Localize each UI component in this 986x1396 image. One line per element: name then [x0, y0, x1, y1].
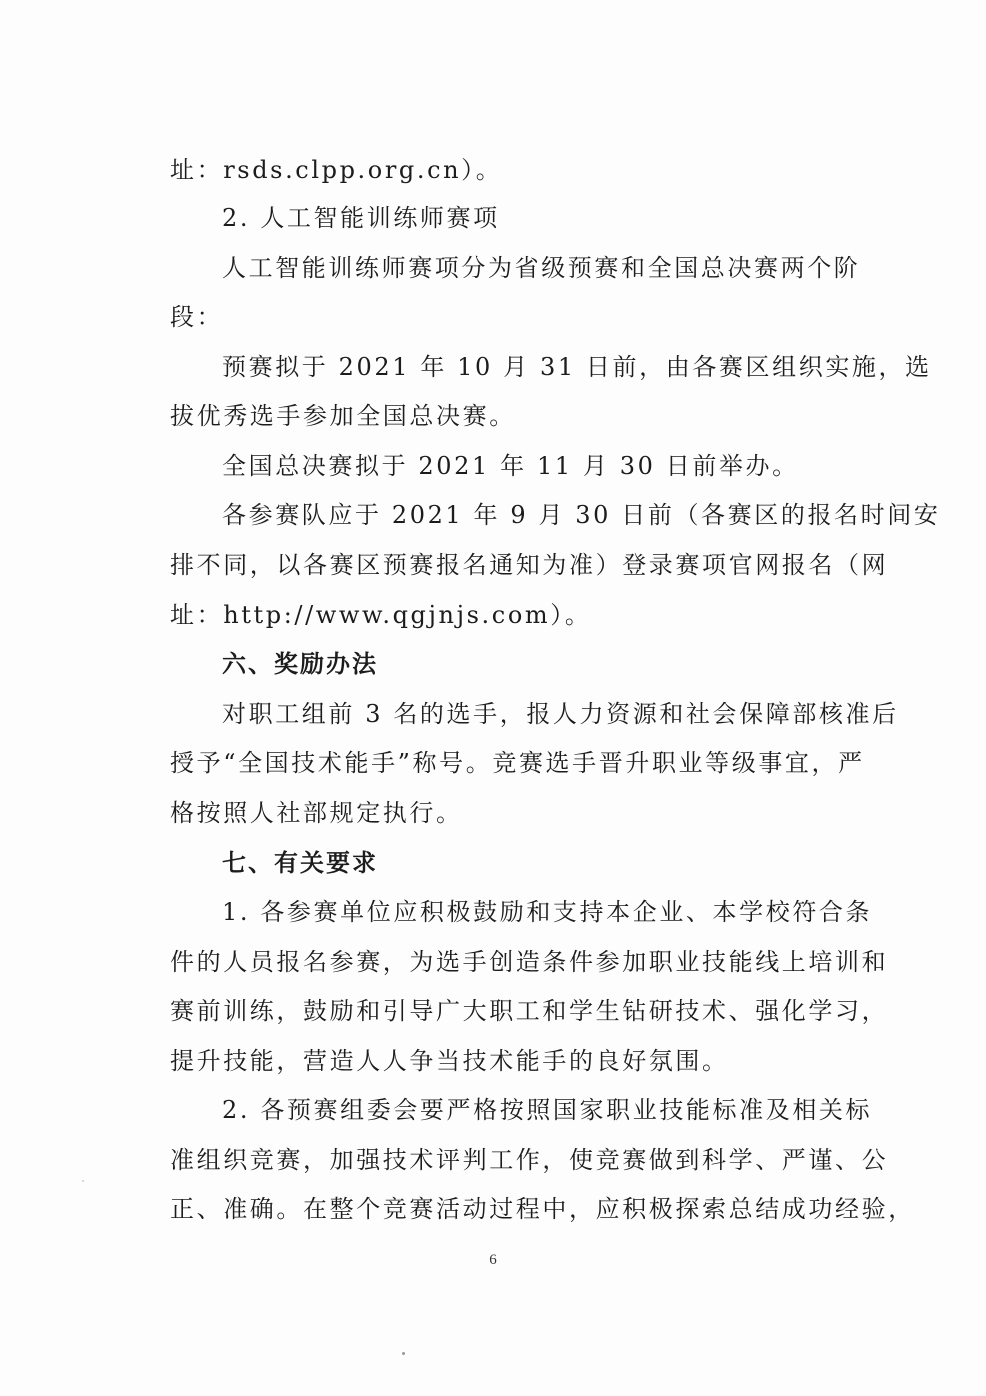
text-line: 预赛拟于 2021 年 10 月 31 日前，由各赛区组织实施，选 [222, 353, 932, 381]
text-line: 各参赛队应于 2021 年 9 月 30 日前（各赛区的报名时间安 [222, 501, 941, 529]
text-line: 址：rsds.clpp.org.cn）。 [170, 156, 503, 184]
text-line: 赛前训练，鼓励和引导广大职工和学生钻研技术、强化学习， [170, 997, 889, 1025]
text-line: 址：http://www.qgjnjs.com）。 [170, 601, 592, 629]
text-line: 准组织竞赛，加强技术评判工作，使竞赛做到科学、严谨、公 [170, 1146, 889, 1174]
text-line: 1. 各参赛单位应积极鼓励和支持本企业、本学校符合条 [222, 898, 873, 926]
text-line: 正、准确。在整个竞赛活动过程中，应积极探索总结成功经验， [170, 1195, 915, 1223]
text-line: 拔优秀选手参加全国总决赛。 [170, 402, 516, 430]
scan-speck [82, 1180, 84, 1182]
text-line: 件的人员报名参赛，为选手创造条件参加职业技能线上培训和 [170, 948, 889, 976]
text-line: 排不同，以各赛区预赛报名通知为准）登录赛项官网报名（网 [170, 551, 889, 579]
section-heading: 六、奖励办法 [222, 650, 378, 678]
page-number: 6 [489, 1252, 497, 1268]
text-line: 2. 各预赛组委会要严格按照国家职业技能标准及相关标 [222, 1096, 873, 1124]
text-line: 授予“全国技术能手”称号。竞赛选手晋升职业等级事宜，严 [170, 749, 865, 777]
subsection-title: 2. 人工智能训练师赛项 [222, 204, 500, 232]
text-line: 全国总决赛拟于 2021 年 11 月 30 日前举办。 [222, 452, 799, 480]
text-line: 人工智能训练师赛项分为省级预赛和全国总决赛两个阶 [222, 254, 861, 282]
text-line: 段： [170, 303, 224, 331]
scan-speck [402, 1352, 405, 1355]
section-heading: 七、有关要求 [222, 849, 378, 877]
text-line: 格按照人社部规定执行。 [170, 799, 463, 827]
text-line: 对职工组前 3 名的选手，报人力资源和社会保障部核准后 [222, 700, 899, 728]
text-line: 提升技能，营造人人争当技术能手的良好氛围。 [170, 1047, 729, 1075]
